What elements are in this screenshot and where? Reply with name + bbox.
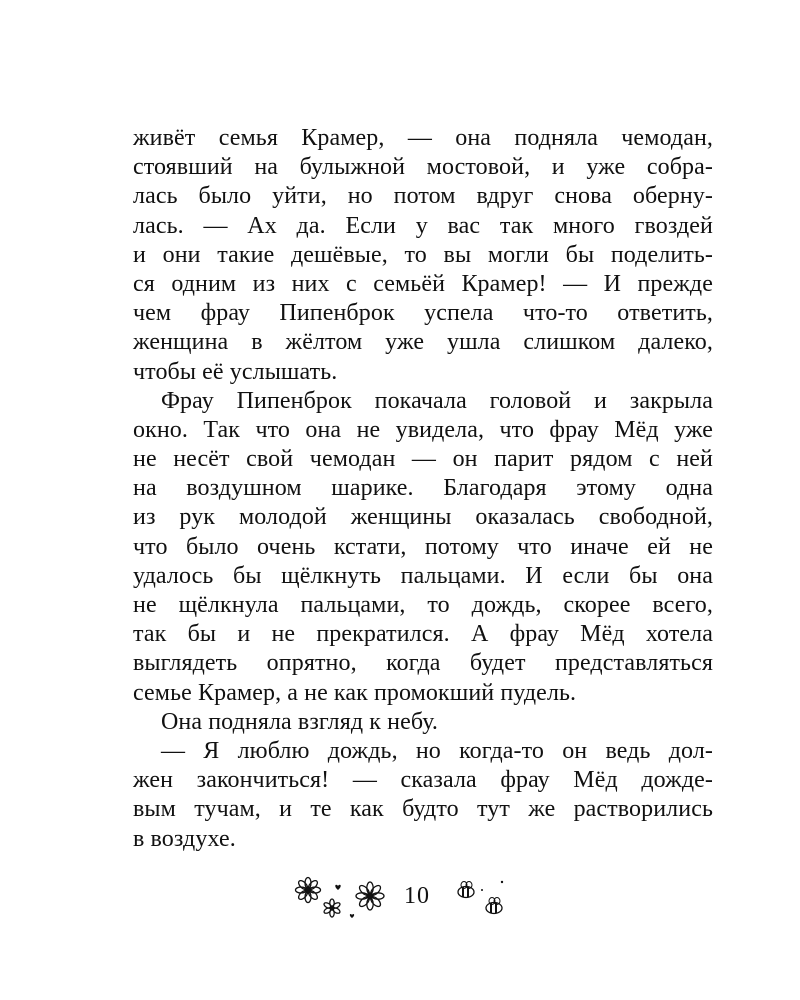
text-line: чтобы её услышать. xyxy=(133,358,338,385)
text-line: не несёт свой чемодан — он парит рядом с ней xyxy=(133,446,713,473)
text-line: выглядеть опрятно, когда будет представляться xyxy=(133,650,713,677)
bees-icon xyxy=(452,876,522,926)
text-line: — Я люблю дождь, но когда-то он ведь дол- xyxy=(161,737,713,764)
body-text xyxy=(133,124,713,854)
text-line: лась было уйти, но потом вдруг снова оберну- xyxy=(133,183,713,210)
text-line: что было очень кстати, потому что иначе ей не xyxy=(133,533,713,560)
text-line: живёт семья Крамер, — она подняла чемодан, xyxy=(133,125,713,151)
text-line: Она подняла взгляд к небу. xyxy=(161,708,439,735)
text-line: лась. — Ах да. Если у вас так много гвоздей xyxy=(133,212,713,239)
text-line: не щёлкнула пальцами, то дождь, скорее всего, xyxy=(133,592,713,618)
text-line: окно. Так что она не увидела, что фрау Мёд уже xyxy=(133,416,713,443)
text-line: и они такие дешёвые, то вы могли бы поделить- xyxy=(133,241,713,268)
page-number: 10 xyxy=(404,883,430,909)
text-line: вым тучам, и те как будто тут же растворились xyxy=(133,796,713,823)
text-line: чем фрау Пипенброк успела что-то ответить, xyxy=(133,300,713,327)
text-line: удалось бы щёлкнуть пальцами. И если бы она xyxy=(133,562,713,589)
text-line: на воздушном шарике. Благодаря этому одна xyxy=(133,475,713,502)
page-footer xyxy=(0,876,800,926)
text-line: из рук молодой женщины оказалась свободной, xyxy=(133,504,713,531)
text-line: семье Крамер, а не как промокший пудель. xyxy=(133,679,577,706)
text-line: ся одним из них с семьёй Крамер! — И прежде xyxy=(133,270,713,297)
text-line: Фрау Пипенброк покачала головой и закрыла xyxy=(161,387,713,414)
text-line: женщина в жёлтом уже ушла слишком далеко, xyxy=(133,329,713,356)
text-line: жен закончиться! — сказала фрау Мёд дожде- xyxy=(133,767,713,794)
text-line: так бы и не прекратился. А фрау Мёд хотела xyxy=(133,621,713,648)
text-line: в воздухе. xyxy=(133,825,236,852)
daisy-flowers-icon xyxy=(290,876,400,926)
text-line: стоявший на булыжной мостовой, и уже собра- xyxy=(133,154,713,181)
